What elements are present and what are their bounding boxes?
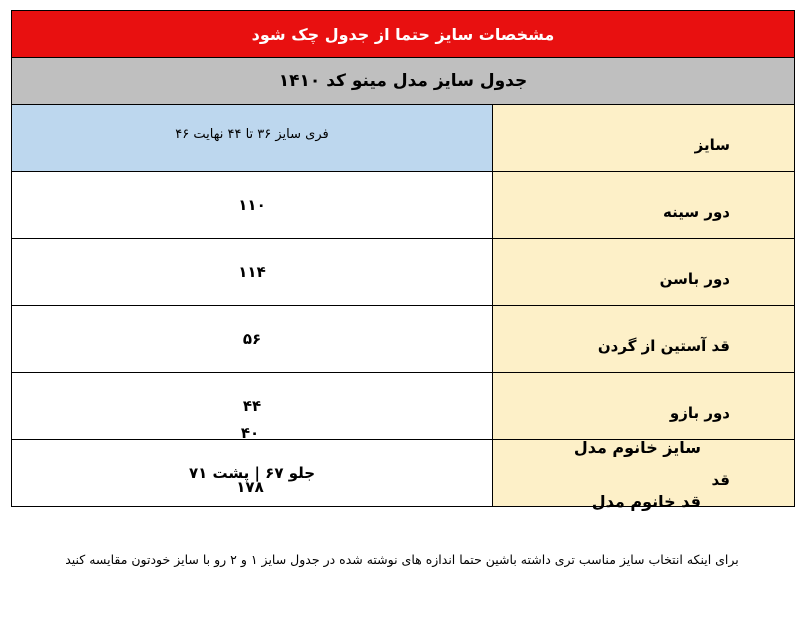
model-height-label: قد خانوم مدل	[591, 492, 701, 511]
notice-banner: مشخصات سایز حتما از جدول چک شود	[12, 11, 794, 58]
model-height-row	[11, 478, 795, 528]
row-value: جلو ۶۷ | پشت ۷۱	[12, 440, 493, 507]
row-label: دور سینه	[493, 172, 795, 239]
footer-note: برای اینکه انتخاب سایز مناسب تری داشته باشین حتما اندازه های نوشته شده در جدول سایز ۱ و ۲ رو با سایز خودتون مقایسه کنید	[65, 552, 739, 567]
row-value: فری سایز ۳۶ تا ۴۴ نهایت ۴۶	[12, 105, 493, 172]
model-size-value: ۴۰	[240, 424, 260, 442]
row-value: ۵۶	[12, 306, 493, 373]
row-value: ۱۱۰	[12, 172, 493, 239]
model-size-label: سایز خانوم مدل	[573, 438, 701, 457]
row-value: ۴۴	[12, 373, 493, 440]
row-label: قد آستین از گردن	[493, 306, 795, 373]
row-label: قد	[493, 440, 795, 507]
chart-title: جدول سایز مدل مینو کد ۱۴۱۰	[12, 58, 794, 105]
model-size-row	[11, 424, 795, 474]
table-row	[12, 306, 794, 373]
row-label: دور باسن	[493, 239, 795, 306]
row-label: سایز	[493, 105, 795, 172]
model-height-value: ۱۷۸	[236, 478, 264, 496]
row-label: دور بازو	[493, 373, 795, 440]
table-row	[12, 172, 794, 239]
table-row	[12, 105, 794, 172]
row-value: ۱۱۴	[12, 239, 493, 306]
table-row	[12, 239, 794, 306]
